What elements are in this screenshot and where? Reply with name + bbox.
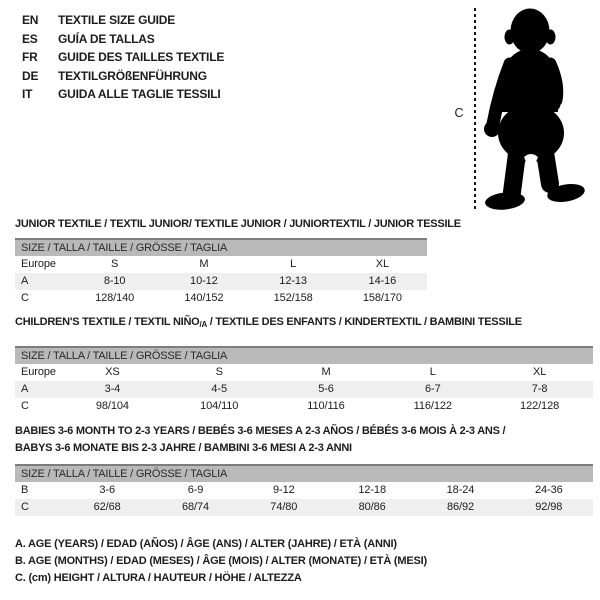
list-item bbox=[22, 11, 224, 30]
size-cell: 14-16 bbox=[368, 275, 397, 287]
size-cell: 6-7 bbox=[424, 383, 441, 395]
row-label: A bbox=[21, 275, 29, 287]
footnote-legend bbox=[15, 536, 427, 587]
size-cell: L bbox=[290, 258, 297, 270]
size-cell: M bbox=[321, 366, 331, 378]
row-label: Europe bbox=[21, 258, 56, 270]
junior-size-table bbox=[15, 238, 427, 307]
title-text: CHILDREN'S TEXTILE / TEXTIL NIÑO bbox=[15, 316, 200, 328]
size-cell: 18-24 bbox=[446, 484, 475, 496]
row-label: C bbox=[21, 400, 29, 412]
children-size-table bbox=[15, 346, 593, 415]
size-cell: 3-4 bbox=[104, 383, 121, 395]
size-cell: S bbox=[215, 366, 223, 378]
language-code: ES bbox=[22, 31, 38, 46]
list-item bbox=[22, 48, 224, 67]
size-header-bar: SIZE / TALLA / TAILLE / GRÖSSE / TAGLIA bbox=[15, 348, 593, 364]
language-title-list bbox=[22, 11, 224, 104]
size-cell: 92/98 bbox=[535, 501, 563, 513]
guide-title: TEXTILE SIZE GUIDE bbox=[58, 13, 176, 28]
size-header-bar: SIZE / TALLA / TAILLE / GRÖSSE / TAGLIA bbox=[15, 240, 427, 256]
title-subscript: /A bbox=[199, 320, 207, 329]
footnote-c: C. (cm) HEIGHT / ALTURA / HAUTEUR / HÖHE / ALTEZZA bbox=[15, 572, 302, 584]
size-cell: M bbox=[199, 258, 209, 270]
footnote-b: B. AGE (MONTHS) / EDAD (MESES) / ÂGE (MOIS) / ALTER (MONATE) / ETÀ (MESI) bbox=[15, 555, 427, 567]
guide-title: GUÍA DE TALLAS bbox=[58, 31, 155, 46]
row-label: C bbox=[21, 292, 29, 304]
list-item bbox=[22, 85, 224, 104]
children-section-title bbox=[15, 314, 522, 331]
table-row bbox=[15, 256, 427, 273]
size-cell: 10-12 bbox=[190, 275, 218, 287]
size-cell: 122/128 bbox=[520, 400, 560, 412]
list-item bbox=[22, 67, 224, 86]
guide-title: TEXTILGRÖßENFÜHRUNG bbox=[58, 68, 207, 83]
size-cell: 24-36 bbox=[534, 484, 563, 496]
size-cell: 110/116 bbox=[307, 400, 345, 412]
title-text: / TEXTILE DES ENFANTS / KINDERTEXTIL / BAMBINI TESSILE bbox=[206, 316, 522, 328]
size-cell: 4-5 bbox=[211, 383, 227, 395]
babies-section-title-line1: BABIES 3-6 MONTH TO 2-3 YEARS / BEBÉS 3-6 MESES A 2-3 AÑOS / BÉBÉS 3-6 MOIS À 2-3 ANS / bbox=[15, 425, 506, 437]
language-code: FR bbox=[22, 50, 38, 65]
size-cell: S bbox=[111, 258, 119, 270]
size-cell: 3-6 bbox=[99, 484, 115, 496]
table-row bbox=[15, 381, 593, 398]
size-cell: XL bbox=[532, 366, 547, 378]
size-cell: XL bbox=[375, 258, 389, 270]
size-cell: L bbox=[429, 366, 436, 378]
size-cell: 62/68 bbox=[93, 501, 121, 513]
size-cell: 128/140 bbox=[95, 292, 135, 304]
height-measure-label: C bbox=[454, 106, 464, 120]
footnote-a: A. AGE (YEARS) / EDAD (AÑOS) / ÂGE (ANS) / ALTER (JAHRE) / ETÀ (ANNI) bbox=[15, 538, 397, 550]
table-row bbox=[15, 290, 427, 307]
language-code: DE bbox=[22, 68, 39, 83]
language-code: IT bbox=[22, 87, 33, 102]
height-measure-line bbox=[474, 8, 476, 210]
size-cell: 158/170 bbox=[362, 292, 402, 304]
size-cell: XS bbox=[105, 366, 120, 378]
row-label: B bbox=[21, 484, 29, 496]
size-cell: 74/80 bbox=[270, 501, 298, 513]
babies-size-table bbox=[15, 464, 593, 516]
size-cell: 152/158 bbox=[273, 292, 313, 304]
size-cell: 12-13 bbox=[279, 275, 307, 287]
row-label: Europe bbox=[21, 366, 56, 378]
table-row bbox=[15, 398, 593, 415]
size-cell: 68/74 bbox=[181, 501, 209, 513]
size-cell: 104/110 bbox=[200, 400, 239, 412]
table-row bbox=[15, 273, 427, 290]
junior-section-title: JUNIOR TEXTILE / TEXTIL JUNIOR/ TEXTILE JUNIOR / JUNIORTEXTIL / JUNIOR TESSILE bbox=[15, 218, 461, 230]
size-cell: 6-9 bbox=[187, 484, 204, 496]
guide-title: GUIDA ALLE TAGLIE TESSILI bbox=[58, 87, 221, 102]
table-row bbox=[15, 482, 593, 499]
size-cell: 80/86 bbox=[358, 501, 386, 513]
size-header-bar: SIZE / TALLA / TAILLE / GRÖSSE / TAGLIA bbox=[15, 466, 593, 482]
table-row bbox=[15, 499, 593, 516]
size-cell: 86/92 bbox=[446, 501, 474, 513]
size-cell: 7-8 bbox=[531, 383, 548, 395]
size-cell: 116/122 bbox=[413, 400, 452, 412]
size-cell: 8-10 bbox=[103, 275, 126, 287]
row-label: A bbox=[21, 383, 29, 395]
guide-title: GUIDE DES TAILLES TEXTILE bbox=[58, 50, 225, 65]
size-cell: 98/104 bbox=[95, 400, 129, 412]
list-item bbox=[22, 30, 224, 49]
size-cell: 9-12 bbox=[273, 484, 295, 496]
table-row bbox=[15, 364, 593, 381]
size-cell: 140/152 bbox=[184, 292, 224, 304]
baby-silhouette-icon bbox=[480, 0, 600, 214]
size-cell: 5-6 bbox=[318, 383, 334, 395]
language-code: EN bbox=[22, 13, 39, 28]
babies-section-title-line2: BABYS 3-6 MONATE BIS 2-3 JAHRE / BAMBINI 3-6 MESI A 2-3 ANNI bbox=[15, 442, 352, 454]
size-cell: 12-18 bbox=[358, 484, 386, 496]
row-label: C bbox=[21, 501, 29, 513]
